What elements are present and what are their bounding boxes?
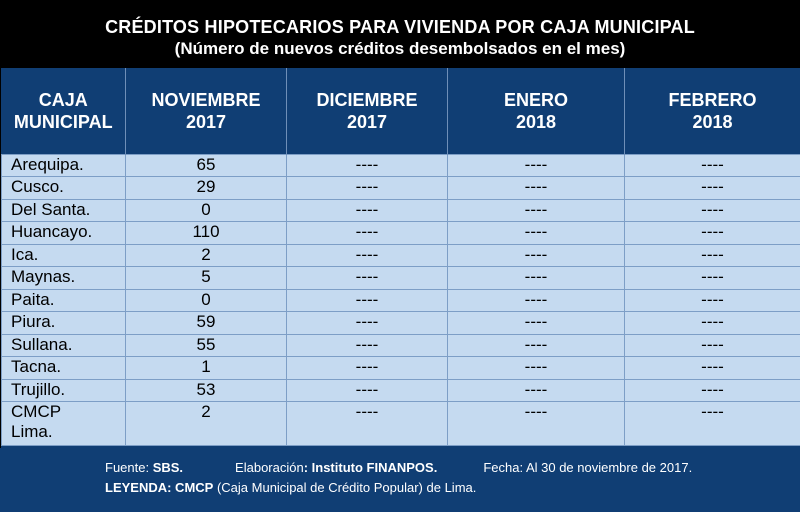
- table-row: [2, 289, 800, 312]
- cell-febrero: ----: [625, 222, 800, 245]
- table-row: [2, 357, 800, 380]
- cell-noviembre: 2: [126, 402, 287, 446]
- cell-febrero: ----: [625, 289, 800, 312]
- cell-diciembre: ----: [287, 379, 448, 402]
- cell-diciembre: ----: [287, 357, 448, 380]
- legend-text: (Caja Municipal de Crédito Popular) de Lima.: [213, 480, 477, 495]
- cell-noviembre: 5: [126, 267, 287, 290]
- cell-caja: Tacna.: [2, 357, 126, 380]
- table-row: [2, 379, 800, 402]
- header-noviembre-line2: 2017: [185, 111, 227, 132]
- header-enero-line1: ENERO: [503, 89, 568, 110]
- header-noviembre-line1: NOVIEMBRE: [151, 89, 261, 110]
- source-label: Fuente:: [105, 460, 153, 475]
- cell-caja: Paita.: [2, 289, 126, 312]
- cell-noviembre: 0: [126, 289, 287, 312]
- cell-enero: ----: [448, 267, 625, 290]
- cell-febrero: ----: [625, 312, 800, 335]
- elaboration-label: Elaboración: [235, 460, 304, 475]
- cell-febrero: ----: [625, 357, 800, 380]
- cell-noviembre: 65: [126, 154, 287, 177]
- cell-enero: ----: [448, 402, 625, 446]
- cell-febrero: ----: [625, 402, 800, 446]
- cell-caja-line1: CMCP: [11, 402, 62, 421]
- table-row: [2, 177, 800, 200]
- cell-caja: Piura.: [2, 312, 126, 335]
- cell-diciembre: ----: [287, 154, 448, 177]
- header-febrero-line2: 2018: [692, 111, 733, 132]
- cell-febrero: ----: [625, 199, 800, 222]
- cell-caja: Maynas.: [2, 267, 126, 290]
- cell-caja: Trujillo.: [2, 379, 126, 402]
- header-enero: [448, 68, 625, 154]
- cell-enero: ----: [448, 154, 625, 177]
- date-note: Fecha: Al 30 de noviembre de 2017.: [483, 460, 693, 475]
- cell-caja: Huancayo.: [2, 222, 126, 245]
- cell-febrero: ----: [625, 244, 800, 267]
- cell-enero: ----: [448, 177, 625, 200]
- cell-noviembre: 1: [126, 357, 287, 380]
- footer-source-line: [105, 458, 692, 478]
- table-row: [2, 402, 800, 446]
- cell-noviembre: 53: [126, 379, 287, 402]
- cell-diciembre: ----: [287, 402, 448, 446]
- credits-table: [1, 68, 800, 446]
- source-value: SBS.: [152, 460, 184, 475]
- data-table-container: [1, 68, 800, 512]
- elaboration-value: : Instituto FINANPOS.: [303, 460, 438, 475]
- table-row: [2, 154, 800, 177]
- cell-febrero: ----: [625, 379, 800, 402]
- cell-enero: ----: [448, 199, 625, 222]
- table-header-row: [2, 68, 800, 154]
- page-subtitle: (Número de nuevos créditos desembolsados en el mes): [174, 39, 626, 58]
- cell-caja: Arequipa.: [2, 154, 126, 177]
- header-diciembre: [287, 68, 448, 154]
- cell-caja-line2: Lima.: [11, 422, 53, 441]
- cell-febrero: ----: [625, 177, 800, 200]
- cell-enero: ----: [448, 357, 625, 380]
- cell-noviembre: 29: [126, 177, 287, 200]
- cell-diciembre: ----: [287, 222, 448, 245]
- cell-enero: ----: [448, 244, 625, 267]
- cell-febrero: ----: [625, 154, 800, 177]
- cell-caja: Cusco.: [2, 177, 126, 200]
- header-enero-line2: 2018: [515, 111, 557, 132]
- page-title: CRÉDITOS HIPOTECARIOS PARA VIVIENDA POR CAJA MUNICIPAL: [105, 17, 695, 37]
- header-caja: [2, 68, 126, 154]
- table-row: [2, 334, 800, 357]
- title-block: [0, 16, 800, 66]
- cell-enero: ----: [448, 312, 625, 335]
- cell-diciembre: ----: [287, 267, 448, 290]
- table-row: [2, 222, 800, 245]
- footer-legend-line: [105, 478, 476, 498]
- cell-noviembre: 55: [126, 334, 287, 357]
- table-row: [2, 244, 800, 267]
- cell-diciembre: ----: [287, 177, 448, 200]
- cell-caja: Ica.: [2, 244, 126, 267]
- cell-caja: [2, 402, 126, 446]
- cell-enero: ----: [448, 289, 625, 312]
- cell-diciembre: ----: [287, 244, 448, 267]
- cell-caja: Sullana.: [2, 334, 126, 357]
- legend-label: LEYENDA: CMCP: [105, 480, 214, 495]
- cell-enero: ----: [448, 222, 625, 245]
- cell-diciembre: ----: [287, 289, 448, 312]
- cell-febrero: ----: [625, 267, 800, 290]
- footer-notes: [0, 448, 799, 512]
- table-row: [2, 199, 800, 222]
- cell-diciembre: ----: [287, 334, 448, 357]
- header-febrero: [625, 68, 800, 154]
- header-diciembre-line1: DICIEMBRE: [316, 89, 418, 110]
- cell-enero: ----: [448, 334, 625, 357]
- header-noviembre: [126, 68, 287, 154]
- cell-noviembre: 2: [126, 244, 287, 267]
- table-row: [2, 312, 800, 335]
- cell-caja: Del Santa.: [2, 199, 126, 222]
- cell-diciembre: ----: [287, 199, 448, 222]
- header-febrero-line1: FEBRERO: [668, 89, 757, 110]
- cell-diciembre: ----: [287, 312, 448, 335]
- header-caja-line1: CAJA: [38, 89, 88, 110]
- header-caja-line2: MUNICIPAL: [13, 111, 113, 132]
- table-row: [2, 267, 800, 290]
- cell-febrero: ----: [625, 334, 800, 357]
- cell-noviembre: 59: [126, 312, 287, 335]
- cell-enero: ----: [448, 379, 625, 402]
- cell-noviembre: 0: [126, 199, 287, 222]
- header-diciembre-line2: 2017: [346, 111, 388, 132]
- cell-noviembre: 110: [126, 222, 287, 245]
